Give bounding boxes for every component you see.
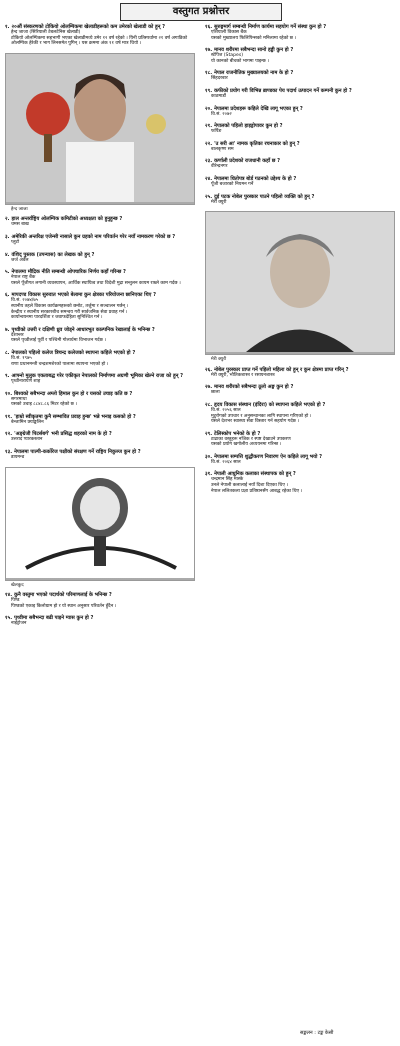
answer-line: सिंहदरबार: [211, 76, 228, 82]
question-number: २५.: [205, 193, 213, 200]
question-item: [205, 367, 395, 379]
answer-line: बेन्जामिन फ्र्याङ्कलिन: [11, 419, 44, 425]
question-item: [5, 292, 195, 320]
question-item: [205, 402, 395, 425]
footer-credit: सङ्कलन : टङ्क केसी: [300, 1030, 334, 1036]
question-item: [205, 123, 395, 135]
question-item: [5, 269, 195, 286]
question-label: नोबेल पुरस्कार प्राप्त गर्ने पहिलो महिला को हुन् र कुन क्षेत्रमा प्राप्त गरिन् ?: [214, 366, 349, 373]
answer-block: [205, 129, 395, 135]
question-item: [205, 141, 395, 153]
answer-line: पिण्डको एकाइ किलोग्राम हो र यो स्थान अनुसार परिवर्तन हुँदैन ।: [11, 603, 117, 609]
answer-line: छाला: [211, 390, 220, 396]
question-item: [5, 24, 195, 47]
question-label: मानव शरीरको सबैभन्दा ठूलो अङ्ग कुन हो ?: [214, 384, 294, 391]
athlete-photo: [5, 53, 195, 205]
question-item: [205, 158, 395, 170]
question-label: नेपाल राजनीतिक मुख्यालयको नाम के हो ?: [214, 70, 294, 77]
answer-block: [5, 437, 195, 443]
photo-caption: हेन्द जाजा: [11, 206, 28, 212]
question-number: २३.: [205, 158, 213, 165]
answer-block: [205, 477, 395, 494]
question-label: कर्णाली प्रदेशको राजधानी कहाँ छ ?: [214, 158, 280, 165]
question-number: १.: [5, 24, 10, 30]
question-number: १३.: [5, 449, 13, 456]
answer-line: नेपाल ललितकला प्रज्ञा प्रतिष्ठानसँग आबद्ध रहेका थिए ।: [211, 488, 303, 494]
question-number: २१.: [205, 123, 213, 130]
answer-line: यसले पूँजीगत लगानी व्यवस्थापन, आर्थिक स्थायित्व तथा विदेशी मुद्रा सन्तुलन कायम राख्ने काम गर्दछ ।: [11, 280, 181, 286]
question-item: [5, 327, 195, 344]
question-item: [5, 592, 195, 609]
question-label: नेपालमा प्रदेशहरू कहिले देखि लागू भएका हुन् ?: [214, 105, 303, 112]
answer-line: नाइट्रोजन: [11, 621, 27, 627]
question-label: टेलिस्कोप भनेको के हो ?: [214, 430, 261, 437]
question-number: ३१.: [205, 471, 213, 478]
answer-line: हेन्द जाजा (सिरियाली टेबलटेनिस खेलाडी): [11, 30, 81, 35]
answer-block: [5, 30, 195, 47]
answer-block: [205, 390, 395, 396]
question-label: 'उ सरी आ' नामक कृतिका रचनाकार को हुन् ?: [214, 140, 300, 147]
question-item: [5, 234, 195, 246]
answer-block: [205, 76, 395, 82]
answer-line: उत्तराद प्यारकस्तान: [11, 437, 43, 443]
question-item: [205, 106, 395, 118]
question-item: [5, 373, 195, 385]
answer-line: कार्यान्वयनमा पारदर्शिता र जवाफदेहिता सुनिश्चित गर्न ।: [11, 315, 103, 321]
answer-block: [205, 373, 395, 379]
question-label: नेपाली आधुनिक कलाका संस्थापक को हुन् ?: [214, 471, 296, 478]
question-item: [205, 24, 395, 41]
question-item: [205, 176, 395, 188]
question-number: २२.: [205, 140, 213, 147]
question-item: [205, 471, 395, 494]
question-item: [5, 391, 195, 408]
answer-line: राणा प्रधानमन्त्री चन्द्रशमशेरको पालामा स्थापना भएको हो ।: [11, 361, 109, 367]
answer-line: स्थानीय तहले विकास कार्यक्रमहरूको छनोट, तर्जुमा र सञ्चालन गर्छन् ।: [11, 303, 129, 309]
answer-line: वि.सं. २०६४ साल: [211, 459, 241, 465]
answer-block: [205, 53, 395, 64]
question-label: दुई पटक नोबेल पुरस्कार पाउने पहिलो व्यक्ति को हुन् ?: [214, 193, 315, 200]
question-label: नेपालको पहिलो कलेज त्रिचन्द्र कलेजको स्थापना कहिले भएको हो ?: [11, 349, 136, 356]
question-number: १०.: [5, 390, 13, 397]
answer-block: [5, 397, 195, 408]
answer-line: जर्ज अर्वेल: [11, 257, 29, 263]
answer-block: [205, 164, 395, 170]
question-number: ३.: [5, 233, 10, 240]
answer-block: [205, 112, 395, 118]
question-number: २४.: [205, 175, 213, 182]
question-text: [5, 234, 195, 240]
answer-line: मेरी क्युरी, भौतिकशास्त्र र रसायनशास्त्र: [211, 372, 275, 378]
photo-caption: खेलकुद: [11, 582, 24, 588]
question-label: वंशिद् पुस्तक (उपन्यास) का लेखक को हुन् ?: [11, 251, 95, 258]
answer-line: टोकियो ओलम्पिकमा सहभागी भएका खेलाडीमध्ये उमेर १२ वर्ष रहेको । यिनी प्रतिस्पर्धामा २१ वर्ष अगाडिको ओलम्पिक हेरेकी र भाग लिनसमेत पुगिन् । यस क्रममा अंक ११ वर्ष मात्र थियो ।: [11, 35, 188, 47]
question-label: मानव शरीरमा सबैभन्दा सानो हड्डी कुन हो ?: [214, 47, 294, 54]
question-label: आफ्नो मुलुक एकताबद्ध गरेर एकीकृत नेपालको निर्माणमा अग्रणी भूमिका खेल्ने राजा को हुन् ?: [11, 373, 184, 380]
question-label: २०औं संस्करणको टोकियो ओलम्पिकमा खेलाडीहरूको कम उमेरको खेलाडी को हुन् ?: [11, 24, 166, 30]
photo-caption: मेरी क्युरी: [211, 357, 227, 363]
answer-line: पिण्ड: [11, 598, 20, 604]
question-label: सुरुङ्गमार्ग सम्बन्धी निर्माण कार्यमा सहयोग गर्ने संस्था कुन हो ?: [214, 24, 327, 30]
question-number: ११.: [5, 413, 13, 420]
answer-block: [5, 598, 195, 609]
question-label: बिश्वको सबैभन्दा अग्लो हिमाल कुन हो र यसको उचाइ कति छ ?: [14, 390, 133, 397]
answer-block: [5, 240, 195, 246]
answer-line: सगरमाथा: [11, 396, 27, 402]
question-item: [205, 70, 395, 82]
answer-block: [5, 621, 195, 627]
answer-block: [205, 437, 395, 448]
answer-line: पृथ्वीनारायण शाह: [11, 379, 41, 385]
question-label: नेपालमा पाल्पी-कर्कोरेज पक्षीको संरक्षण गर्ने राष्ट्रिय निकुञ्ज कुन हो ?: [14, 449, 141, 456]
answer-line: काठमाडौं: [211, 93, 226, 99]
question-number: ५.: [5, 269, 10, 276]
question-item: [5, 252, 195, 264]
answer-line: केन्द्रीय र स्थानीय सरकारबीच समन्वय गरी सार्वजनिक सेवा प्रवाह गर्न ।: [11, 309, 128, 315]
question-number: २८.: [205, 401, 213, 408]
question-label: नेपालको पहिलो हाइड्रोपावर कुन हो ?: [214, 123, 283, 130]
right-column: [205, 24, 395, 500]
question-item: [205, 384, 395, 396]
answer-line: नेपाल राष्ट्र बैंक: [11, 275, 36, 281]
question-label: नेपालमा सम्पत्ति शुद्धीकरण निवारण ऐन कहिले लागू भयो ?: [214, 453, 323, 460]
answer-line: देशान्तर: [11, 332, 24, 338]
answer-line: डायमन्ड: [11, 455, 25, 461]
answer-block: [5, 420, 195, 426]
left-column: [5, 24, 195, 633]
answer-line: वि.सं. २०७२: [211, 111, 232, 117]
answer-line: वि.सं. १९७५: [11, 355, 32, 361]
answer-line: बालकृष्ण सम: [211, 146, 234, 152]
question-number: १८.: [205, 70, 213, 77]
question-number: २६.: [205, 366, 213, 373]
question-label: हाल अन्तर्राष्ट्रिय ओलम्पिक कमिटीको अध्यक्षता को हुनुहुन्छ ?: [11, 216, 123, 223]
answer-block: [205, 460, 395, 466]
question-number: ८.: [5, 349, 10, 356]
question-number: १४.: [5, 592, 13, 599]
answer-line: वि.सं. २०७४/७५: [11, 298, 39, 304]
answer-block: [205, 408, 395, 425]
answer-line: स्टेपिज (Stapes): [211, 53, 244, 59]
answer-block: [5, 275, 195, 286]
answer-block: [205, 147, 395, 153]
answer-block: [5, 455, 195, 461]
question-number: १५.: [5, 615, 13, 622]
question-item: [5, 449, 195, 461]
question-label: 'हाम्रो स्वीकृतमा कुनै सम्भावित प्रवाह हुन्छ' भन्ने भनाइ कसको हो ?: [14, 413, 136, 420]
question-number: १९.: [205, 87, 213, 94]
question-item: [5, 216, 195, 228]
question-number: ४.: [5, 251, 10, 258]
question-number: १२.: [5, 431, 13, 438]
answer-line: मुटुरोगको उपचार र अनुसन्धानका लागि स्थापना गरिएको हो ।: [211, 413, 312, 419]
question-number: २७.: [205, 384, 213, 391]
answer-line: वीरेन्द्रनगर: [211, 164, 228, 170]
answer-block: [5, 298, 195, 320]
answer-block: [205, 200, 395, 206]
answer-line: यसले देशभर स्वास्थ्य सेवा विस्तार गर्न सहयोग गर्दछ ।: [211, 419, 300, 425]
answer-block: [205, 94, 395, 100]
answer-line: टाढाका वस्तुहरू नजिक र स्पष्ट देखाउने उपकरण: [211, 436, 291, 442]
question-label: कुनै वस्तुमा भएको पदार्थको परिमाणलाई के भनिन्छ ?: [14, 592, 112, 599]
question-number: २९.: [205, 430, 213, 437]
question-label: नेपालमा मौद्रिक नीति सम्बन्धी ओपचारिक निर्णय कहाँ गरिन्छ ?: [11, 269, 126, 276]
question-number: १७.: [205, 47, 213, 54]
answer-line: एशियाली विकास बैंक: [211, 30, 247, 35]
question-item: [5, 615, 195, 627]
answer-line: यसको मुख्यालय फिलिपिन्सको मनिलामा रहेको छ ।: [211, 35, 297, 41]
sport-illustration: [5, 467, 195, 581]
question-number: ९.: [5, 373, 10, 380]
answer-line: उनले नेपाली कलालाई नयाँ दिशा दिएका थिए ।: [211, 483, 289, 489]
question-label: पृथ्वीमा सबैभन्दा बढी पाइने ग्यास कुन हो ?: [14, 615, 94, 622]
question-label: 'अङ्ग्रेजी पिटर्सबर्ग' भनी प्रसिद्ध शहरको नाम के हो ?: [14, 431, 112, 438]
scientist-portrait: [205, 211, 395, 355]
question-item: [205, 88, 395, 100]
question-item: [205, 454, 395, 466]
question-item: [5, 350, 195, 367]
answer-line: यसले पृथ्वीलाई पूर्वी र पश्चिमी गोलार्धमा विभाजन गर्दछ ।: [11, 338, 107, 344]
question-item: [205, 47, 395, 64]
question-label: नेपालमा धितोपत्र बोर्ड गठनको उद्देश्य के हो ?: [214, 175, 297, 182]
answer-block: [205, 30, 395, 41]
question-number: २.: [5, 216, 10, 223]
answer-line: वि.सं. २०५६ साल: [211, 407, 241, 413]
question-number: ७.: [5, 326, 10, 333]
question-label: कफीको प्रयोग गरी विभिन्न ब्राण्डका पेय पदार्थ उत्पादन गर्ने कम्पनी कुन हो ?: [214, 87, 352, 94]
answer-line: थमस बाख: [11, 222, 29, 228]
answer-block: [5, 356, 195, 367]
question-number: २०.: [205, 105, 213, 112]
question-item: [205, 431, 395, 448]
question-item: [205, 194, 395, 206]
answer-block: [5, 258, 195, 264]
answer-block: [5, 333, 195, 344]
question-number: १६.: [205, 24, 213, 30]
answer-block: [5, 379, 195, 385]
question-label: मापदण्ड विकास सुरुवात भएको बेलामा कुन क्षेत्रका परियोजना छानिएका थिए ?: [11, 292, 157, 299]
answer-line: मेरी क्युरी: [211, 199, 227, 205]
section-banner: वस्तुगत प्रश्नोत्तर: [120, 3, 282, 21]
answer-line: यसको प्रयोग खगोलीय अध्ययनमा गरिन्छ ।: [211, 442, 282, 448]
answer-block: [5, 222, 195, 228]
question-label: हृदय विकास संस्थान (इंदिरा) को स्थापना कहिले भएको हो ?: [214, 401, 326, 408]
question-number: ३०.: [205, 453, 213, 460]
answer-line: पूँजी बजारको नियमन गर्ने: [211, 181, 254, 187]
question-label: अमेरिकी अन्तरिक्ष एजेन्सी नासाले कुन ग्रहको नाम परिवर्तन गरेर नयाँ नामकरण गरेको छ ?: [11, 233, 176, 240]
answer-block: [205, 182, 395, 188]
answer-line: फर्पिङ: [211, 129, 222, 135]
answer-line: प्लुटो: [11, 239, 20, 245]
answer-line: यो कानको बीचको भागमा पाइन्छ ।: [211, 58, 269, 64]
question-number: ६.: [5, 292, 10, 299]
question-label: पृथ्वीको उत्तरी र दक्षिणी ध्रुव जोड्ने आधारभूत काल्पनिक रेखालाई के भनिन्छ ?: [11, 326, 155, 333]
answer-line: चन्द्रमान सिंह मास्के: [211, 477, 244, 483]
answer-line: यसको उचाइ ८८४८.८६ मिटर रहेको छ ।: [11, 402, 78, 408]
question-item: [5, 414, 195, 426]
question-item: [5, 431, 195, 443]
